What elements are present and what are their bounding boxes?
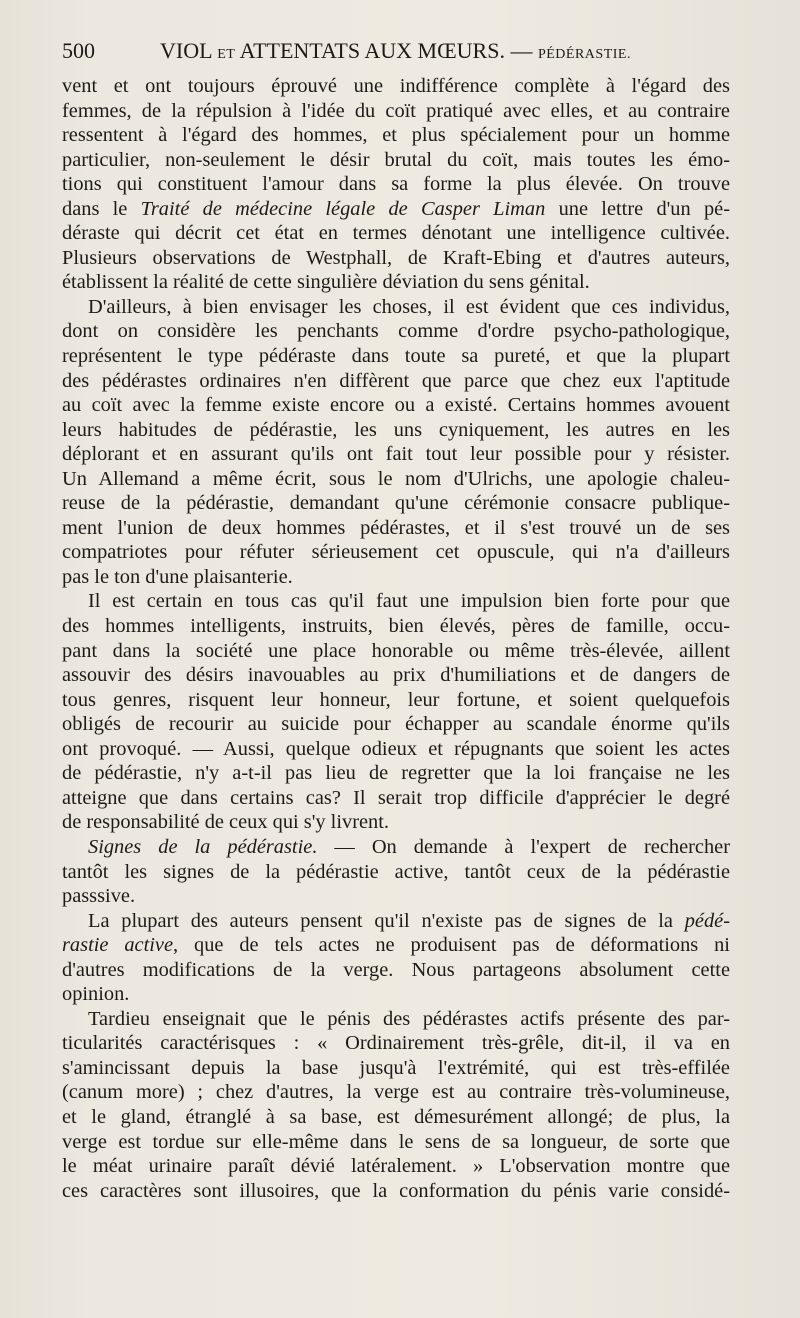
text-line: et le gland, étranglé à sa base, est démesurément allongé; de plus, la [62, 1105, 730, 1128]
text-line: Signes de la pédérastie. — On demande à l'expert de rechercher [88, 835, 731, 858]
text-line: ont provoqué. — Aussi, quelque odieux et répugnants que soient les actes [62, 737, 730, 760]
text-line: ces caractères sont illusoires, que la conformation du pénis varie considé- [62, 1179, 730, 1202]
text-line: dont on considère les penchants comme d'ordre psycho-pathologique, [62, 320, 730, 343]
text-line: La plupart des auteurs pensent qu'il n'existe pas de signes de la pédé- [88, 909, 730, 932]
text-line: particulier, non-seulement le désir brutal du coït, mais toutes les émo- [62, 148, 730, 171]
text-line: reuse de la pédérastie, demandant qu'une cérémonie consacre publique- [62, 492, 730, 515]
text-line: des hommes intelligents, instruits, bien élevés, pères de famille, occu- [62, 615, 730, 638]
text-line: tantôt les signes de la pédérastie active, tantôt ceux de la pédérastie [62, 860, 730, 883]
text-line: déraste qui décrit cet état en termes dénotant une intelligence cultivée. [62, 222, 730, 245]
text-line: femmes, de la répulsion à l'idée du coït pratiqué avec elles, et au contraire [62, 99, 730, 122]
text-line: tions qui constituent l'amour dans sa forme la plus élevée. On trouve [62, 173, 730, 196]
text-line: de pédérastie, n'y a-t-il pas lieu de regretter que la loi française ne les [62, 762, 730, 785]
text-line: Plusieurs observations de Westphall, de Kraft-Ebing et d'autres auteurs, [62, 246, 730, 269]
text-line: tous genres, risquent leur honneur, leur fortune, et soient quelquefois [62, 688, 730, 711]
text-line: représentent le type pédéraste dans toute sa pureté, et que la plupart [62, 345, 730, 368]
text-line: passsive. [62, 885, 136, 908]
text-line: assouvir des désirs inavouables au prix d'humiliations et de dangers de [62, 664, 730, 687]
text-line: vent et ont toujours éprouvé une indifférence complète à l'égard des [62, 75, 730, 97]
text-line: s'amincissant depuis la base jusqu'à l'extrémité, qui est très-effilée [62, 1056, 730, 1079]
italic-text: Signes de la pédérastie. [88, 835, 318, 858]
running-head: VIOL ET ATTENTATS AUX MŒURS. — PÉDÉRASTIE. [160, 38, 631, 63]
text-line: des pédérastes ordinaires n'en diffèrent que parce que chez eux l'aptitude [62, 369, 730, 392]
text-line: pant dans la société une place honorable ou même très-élevée, aillent [62, 639, 730, 662]
text-line: le méat urinaire paraît dévié latéralement. » L'observation montre que [62, 1155, 730, 1178]
text-line: établissent la réalité de cette singulière déviation du sens génital. [62, 271, 590, 294]
text-line: de responsabilité de ceux qui s'y livrent. [62, 811, 390, 834]
italic-text: Traité de médecine légale de Casper Liman [140, 197, 546, 220]
text-line: obligés de recourir au suicide pour échapper au scandale énorme qu'ils [62, 713, 730, 736]
body-text [62, 74, 730, 1203]
text-line: pas le ton d'une plaisanterie. [62, 565, 293, 588]
text-line: compatriotes pour réfuter sérieusement cet opuscule, qui n'a d'ailleurs [62, 541, 730, 564]
italic-text: pédé- [684, 909, 730, 932]
text-line: ment l'union de deux hommes pédérastes, et il s'est trouvé un de ses [62, 516, 730, 539]
text-line: Tardieu enseignait que le pénis des pédérastes actifs présente des par- [88, 1007, 730, 1030]
text-line: D'ailleurs, à bien envisager les choses, il est évident que ces individus, [88, 295, 730, 318]
text-line: rastie active, que de tels actes ne produisent pas de déformations ni [62, 934, 730, 957]
text-line: ticularités caractérisques : « Ordinairement très-grêle, dit-il, il va en [62, 1032, 730, 1055]
text-line: au coït avec la femme existe encore ou a existé. Certains hommes avouent [62, 394, 730, 417]
text-line: Il est certain en tous cas qu'il faut une impulsion bien forte pour que [88, 590, 730, 613]
page-number: 500 [62, 38, 95, 63]
text-line: leurs habitudes de pédérastie, les uns cyniquement, les autres en les [62, 418, 730, 441]
text-line: verge est tordue sur elle-même dans le sens de sa longueur, de sorte que [62, 1130, 730, 1153]
text-line: dans le Traité de médecine légale de Casper Liman une lettre d'un pé- [62, 197, 731, 220]
page-header [62, 38, 738, 64]
text-line: atteigne que dans certains cas? Il serait trop difficile d'apprécier le degré [62, 786, 730, 809]
text-line: déplorant et en assurant qu'ils ont fait tout leur possible pour y résister. [62, 443, 730, 466]
text-line: (canum more) ; chez d'autres, la verge est au contraire très-volumineuse, [62, 1081, 730, 1104]
text-line: ressentent à l'égard des hommes, et plus spécialement pour un homme [62, 124, 730, 147]
italic-text: rastie active [62, 934, 174, 957]
text-line: d'autres modifications de la verge. Nous partageons absolument cette [62, 958, 730, 981]
text-line: Un Allemand a même écrit, sous le nom d'Ulrichs, une apologie chaleu- [62, 467, 730, 490]
text-line: opinion. [62, 983, 130, 1006]
